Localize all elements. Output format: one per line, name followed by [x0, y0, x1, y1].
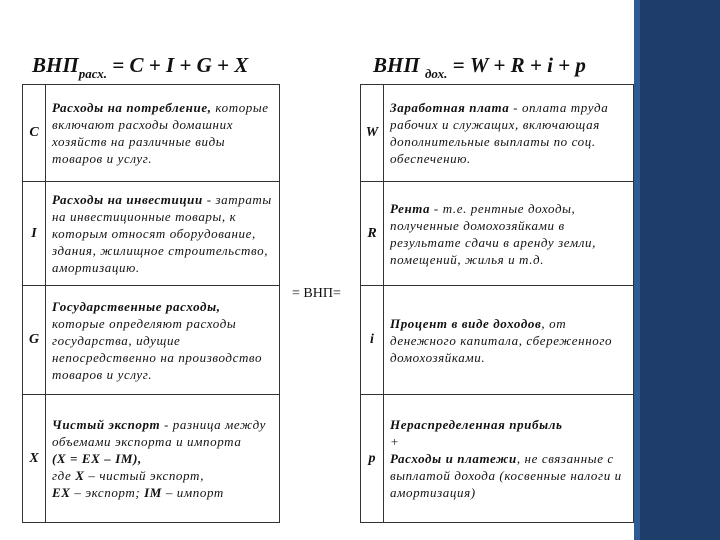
component-description: Нераспределенная прибыль + Расходы и платежи, не связанные с выплатой дохода (косвенные налоги и амортизация)	[384, 395, 634, 523]
component-description: Процент в виде доходов, от денежного капитала, сбереженного домохозяйками.	[384, 286, 634, 395]
component-description: Заработная плата - оплата труда рабочих и служащих, включающая дополнительные выплаты по соц. обеспечению.	[384, 85, 634, 182]
component-description: Государственные расходы, которые определяют расходы государства, идущие непосредственно на производство товаров и услуг.	[46, 286, 280, 395]
income-formula	[373, 53, 586, 81]
component-description: Расходы на инвестиции - затраты на инвестиционные товары, к которым относят оборудование, здания, жилищное строительство, амортизацию.	[46, 182, 280, 286]
decorative-sidebar	[640, 0, 720, 540]
equality-label: = ВНП=	[292, 286, 341, 301]
expenditure-formula	[32, 53, 249, 81]
formula-subscript: расх.	[78, 66, 108, 81]
formula-rhs: = W + R + i + p	[447, 53, 586, 77]
formula-gnp: ВНП	[373, 53, 425, 77]
formula-gnp: ВНП	[32, 53, 79, 77]
table-row	[361, 85, 634, 182]
table-row	[23, 286, 280, 395]
component-symbol: p	[361, 395, 384, 523]
table-row	[361, 395, 634, 523]
expenditure-table	[22, 84, 280, 523]
component-symbol: i	[361, 286, 384, 395]
income-table	[360, 84, 634, 523]
component-symbol: W	[361, 85, 384, 182]
component-symbol: C	[23, 85, 46, 182]
table-row	[23, 395, 280, 523]
formula-rhs: = C + I + G + X	[107, 53, 249, 77]
formula-subscript: дох.	[424, 66, 448, 81]
table-row	[23, 182, 280, 286]
table-row	[361, 286, 634, 395]
component-description: Рента - т.е. рентные доходы, полученные домохозяйками в результате сдачи в аренду земли, помещений, жилья и т.д.	[384, 182, 634, 286]
table-row	[23, 85, 280, 182]
table-row	[361, 182, 634, 286]
component-symbol: G	[23, 286, 46, 395]
component-symbol: I	[23, 182, 46, 286]
component-description: Расходы на потребление, которые включают расходы домашних хозяйств на различные виды товаров и услуг.	[46, 85, 280, 182]
component-symbol: X	[23, 395, 46, 523]
component-symbol: R	[361, 182, 384, 286]
component-description: Чистый экспорт - разница между объемами экспорта и импорта (X = EX – IM), где X – чистый экспорт, EX – экспорт; IM – импорт	[46, 395, 280, 523]
